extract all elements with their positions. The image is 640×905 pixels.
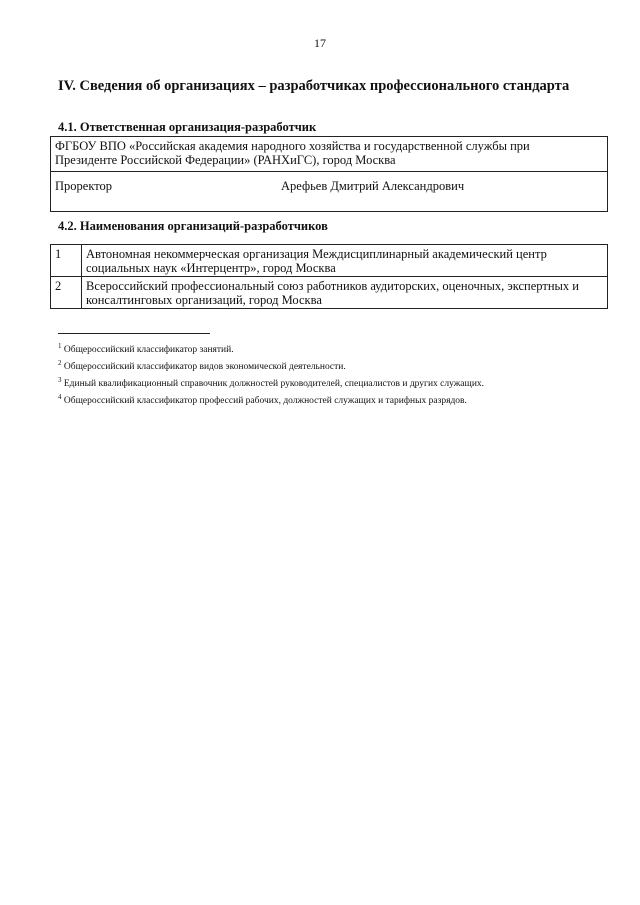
table-row [51,277,608,309]
footnote-text: Общероссийский классификатор профессий рабочих, должностей служащих и тарифных разрядов. [63,396,467,407]
org-line-1: Всероссийский профессиональный союз работников аудиторских, оценочных, экспертных и [86,279,579,293]
footnote [58,391,484,408]
footnote-mark: 4 [58,393,62,402]
responsible-org-table [50,136,608,212]
footnote [58,374,484,391]
row-number: 2 [51,277,82,309]
footnote-text: Общероссийский классификатор видов экономической деятельности. [63,362,346,373]
org-cell [82,277,608,309]
page-number: 17 [314,36,326,50]
footnote-mark: 3 [58,376,62,385]
row-number: 1 [51,245,82,277]
footnote-mark: 2 [58,359,62,368]
org-name-cell [51,137,608,172]
signatory-role: Проректор [55,179,113,193]
signatory-name: Арефьев Дмитрий Александрович [281,179,465,193]
signatory-row [51,172,608,212]
footnote-mark: 1 [58,342,62,350]
footnote [58,340,484,357]
org-name-row [51,137,608,172]
footnote-text: Общероссийский классификатор занятий. [63,345,234,356]
org-name-line-2: Президенте Российской Федерации» (РАНХиГС), город Москва [55,153,396,167]
org-line-2: консалтинговых организаций, город Москва [86,293,322,307]
org-cell [82,245,608,277]
section-title: IV. Сведения об организациях – разработчиках профессионального стандарта [58,78,570,94]
org-name-line-1: ФГБОУ ВПО «Российская академия народного хозяйства и государственной службы при [55,139,530,153]
signatory-cell [51,172,608,212]
developer-orgs-table [50,244,608,309]
developer-orgs-heading: 4.2. Наименования организаций-разработчиков [58,219,328,233]
org-line-2: социальных наук «Интерцентр», город Москва [86,261,336,275]
responsible-org-heading: 4.1. Ответственная организация-разработчик [58,120,317,134]
footnotes [58,340,484,409]
footnote-divider [58,333,210,334]
footnote-text: Единый квалификационный справочник должностей руководителей, специалистов и других служащих. [63,379,485,390]
org-line-1: Автономная некоммерческая организация Междисциплинарный академический центр [86,247,547,261]
table-row [51,245,608,277]
footnote [58,357,484,374]
